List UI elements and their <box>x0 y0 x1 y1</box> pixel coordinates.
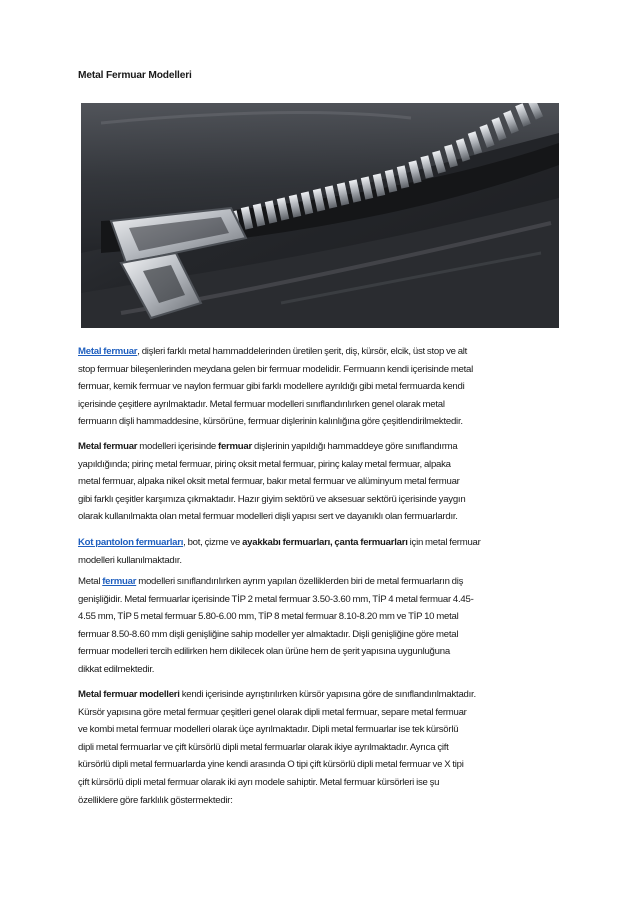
text-line <box>78 378 562 396</box>
text-run: yapıldığında; pirinç metal fermuar, pirinç oksit metal fermuar, pirinç kalay metal fermuar, alpaka <box>78 458 451 470</box>
text-run: kürsörlü dipli metal fermuarlarda yine kendi arasında O tipi çift kürsörlü dipli metal fermuar ve X tipi <box>78 759 464 771</box>
text-run: modelleri kullanılmaktadır. <box>78 554 182 566</box>
paragraph-dis-genisligi <box>78 573 562 679</box>
text-line <box>78 591 562 609</box>
text-line <box>78 792 562 810</box>
zipper-photo <box>81 103 559 328</box>
text-run: ve kombi metal fermuar modelleri olarak üçe ayrılmaktadır. Dipli metal fermuarlar ise tek kürsörlü <box>78 724 459 736</box>
page-title: Metal Fermuar Modelleri <box>78 70 192 81</box>
paragraph-metal-fermuar-intro <box>78 343 562 431</box>
text-run: , bot, çizme ve <box>183 537 243 548</box>
text-line <box>78 534 562 552</box>
text-run: , dişleri farklı metal hammaddelerinden üretilen şerit, diş, kürsör, elcik, üst stop ve alt <box>137 346 468 357</box>
text-line <box>78 774 562 792</box>
text-run: dikkat edilmektedir. <box>78 663 155 675</box>
text-run: fermuar, kemik fermuar ve naylon fermuar gibi farklı modellere ayrıldığı gibi metal fermuarda kendi <box>78 381 465 393</box>
text-line <box>78 413 562 431</box>
text-run: 4.55 mm, TİP 5 metal fermuar 5.80-6.00 mm, TİP 8 metal fermuar 8.10-8.20 mm ve TİP 10 metal <box>78 611 459 623</box>
text-run: modelleri sınıflandırılırken ayrım yapılan özelliklerden biri de metal fermuarların diş <box>136 576 464 587</box>
text-run: içerisinde çeşitlere ayrılmaktadır. Metal fermuar modelleri sınıflandırılırken genel olarak metal <box>78 398 445 410</box>
text-line <box>78 704 562 722</box>
text-run: için metal fermuar <box>407 537 481 548</box>
text-run: gibi farklı çeşitler karşımıza çıkmaktadır. Hazır giyim sektörü ve aksesuar sektörü içerisinde yaygın <box>78 493 466 505</box>
text-line <box>78 491 562 509</box>
text-run: stop fermuar bileşenlerinden meydana gelen bir fermuar modelidir. Fermuarın kendi içerisinde metal <box>78 363 474 375</box>
text-run: Kürsör yapısına göre metal fermuar çeşitleri genel olarak dipli metal fermuar, separe metal fermuar <box>78 706 467 718</box>
text-run: özelliklere göre farklılık göstermektedir: <box>78 794 233 806</box>
text-run: fermuar modelleri tercih edilirken hem dikilecek olan ürüne hem de şerit yapısına uygunluğuna <box>78 646 450 658</box>
bold-text: Metal fermuar modelleri <box>78 689 180 700</box>
text-line <box>78 626 562 644</box>
paragraph-hammadde <box>78 438 562 526</box>
text-line <box>78 739 562 757</box>
inline-link[interactable]: Metal fermuar <box>78 346 138 357</box>
bold-text: Metal fermuar <box>78 441 138 452</box>
text-line <box>78 608 562 626</box>
text-run: çift kürsörlü dipli metal fermuar olarak iki ayrı modele sahiptir. Metal fermuar kürsörleri ise şu <box>78 776 440 788</box>
text-run: dişlerinin yapıldığı hammaddeye göre sınıflandırma <box>252 441 458 452</box>
bold-text: fermuar <box>218 441 252 452</box>
text-run: fermuarın dişli hammaddesine, kürsörüne, fermuar dişlerinin kalınlığına göre çeşitlendirilmektedir. <box>78 416 463 428</box>
text-line <box>78 661 562 679</box>
text-line <box>78 343 562 361</box>
text-run: kendi içerisinde ayrıştırılırken kürsör yapısına göre de sınıflandırılmaktadır. <box>179 689 476 700</box>
zipper-photo-drawing <box>81 103 559 328</box>
text-run: metal fermuar, alpaka nikel oksit metal fermuar, bakır metal fermuar ve alüminyum metal fermuar <box>78 476 460 488</box>
text-line <box>78 456 562 474</box>
text-line <box>78 756 562 774</box>
text-line <box>78 573 562 591</box>
text-line <box>78 686 562 704</box>
text-line <box>78 438 562 456</box>
paragraph-kursor-yapisi <box>78 686 562 809</box>
text-run: modelleri içerisinde <box>137 441 219 452</box>
text-run: genişliğidir. Metal fermuarlar içerisinde TİP 2 metal fermuar 3.50-3.60 mm, TİP 4 metal fermuar 4.45- <box>78 593 474 605</box>
text-run: dipli metal fermuarlar ve çift kürsörlü dipli metal fermuarlar olarak ikiye ayrılmaktadır. Ayrıca çift <box>78 741 449 753</box>
text-run: Metal <box>78 576 103 587</box>
bold-text: ayakkabı fermuarları, çanta fermuarları <box>242 537 408 548</box>
text-line <box>78 643 562 661</box>
paragraph-kullanim <box>78 534 562 569</box>
text-line <box>78 396 562 414</box>
inline-link[interactable]: fermuar <box>102 576 137 587</box>
inline-link[interactable]: Kot pantolon fermuarları <box>78 537 184 548</box>
text-line <box>78 508 562 526</box>
text-line <box>78 552 562 570</box>
text-run: fermuar 8.50-8.60 mm dişli genişliğine sahip modeller yer almaktadır. Dişli genişliğine göre metal <box>78 628 459 640</box>
text-line <box>78 473 562 491</box>
text-run: olarak kullanılmakta olan metal fermuar modelleri dişli yapısı sert ve dayanıklı olan fermuarlardır. <box>78 511 458 523</box>
text-line <box>78 721 562 739</box>
text-line <box>78 361 562 379</box>
